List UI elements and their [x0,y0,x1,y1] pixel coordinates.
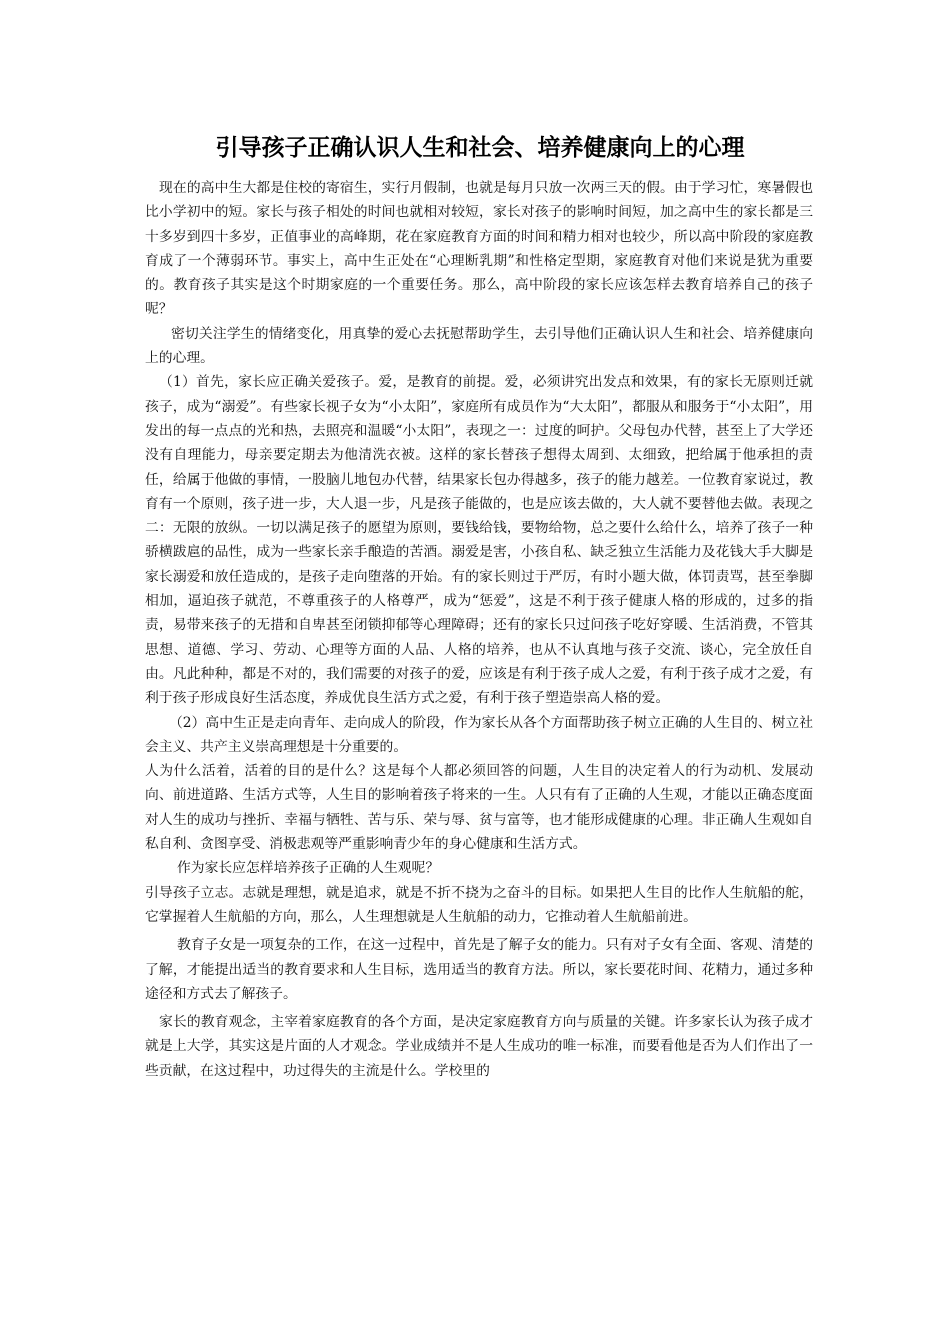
paragraph: 教育子女是一项复杂的工作，在这一过程中，首先是了解子女的能力。只有对子女有全面、客观、清楚的了解，才能提出适当的教育要求和人生目标，选用适当的教育方法。所以，家长要花时间、花精力，通过多种途径和方式去了解孩子。 [145,937,813,1002]
document-title: 引导孩子正确认识人生和社会、培养健康向上的心理 [215,135,745,161]
paragraph: 引导孩子立志。志就是理想，就是追求，就是不折不挠为之奋斗的目标。如果把人生目的比作人生航船的舵，它掌握着人生航船的方向，那么，人生理想就是人生航船的动力，它推动着人生航船前进。 [145,884,813,925]
paragraph: （2）高中生正是走向青年、走向成人的阶段，作为家长从各个方面帮助孩子树立正确的人生目的、树立社会主义、共产主义崇高理想是十分重要的。 [145,714,813,755]
document-body [145,176,813,1083]
paragraph: 现在的高中生大都是住校的寄宿生，实行月假制，也就是每月只放一次两三天的假。由于学习忙，寒暑假也比小学初中的短。家长与孩子相处的时间也就相对较短，家长对孩子的影响时间短，加之高中生的家长都是三十多岁到四十多岁，正值事业的高峰期，花在家庭教育方面的时间和精力相对也较少，所以高中阶段的家庭教育成了一个薄弱环节。事实上，高中生正处在“心理断乳期”和性格定型期，家庭教育对他们来说是犹为重要的。教育孩子其实是这个时期家庭的一个重要任务。那么，高中阶段的家长应该怎样去教育培养自己的孩子呢？ [145,180,813,318]
paragraph: 人为什么活着，活着的目的是什么？这是每个人都必须回答的问题，人生目的决定着人的行为动机、发展动向、前进道路、生活方式等，人生目的影响着孩子将来的一生。人只有有了正确的人生观，才能以正确态度面对人生的成功与挫折、幸福与牺牲、苦与乐、荣与辱、贫与富等，也才能形成健康的心理。非正确人生观如自私自利、贪图享受、消极悲观等严重影响青少年的身心健康和生活方式。 [145,763,813,853]
paragraph: 密切关注学生的情绪变化，用真挚的爱心去抚慰帮助学生，去引导他们正确认识人生和社会、培养健康向上的心理。 [145,325,813,367]
paragraph: 作为家长应怎样培养孩子正确的人生观呢？ [177,860,440,877]
paragraph: （1）首先，家长应正确关爱孩子。爱，是教育的前提。爱，必须讲究出发点和效果，有的家长无原则迁就孩子，成为“溺爱”。有些家长视子女为“小太阳”，家庭所有成员作为“大太阳”，都服从和服务于“小太阳”，用发出的每一点点的光和热，去照亮和温暖“小太阳”，表现之一：过度的呵护。父母包办代替，甚至上了大学还没有自理能力，母亲要定期去为他清洗衣被。这样的家长替孩子想得太周到、太细致，把给属于他承担的责任，给属于他做的事情，一股脑儿地包办代替，结果家长包办得越多，孩子的能力越差。一位教育家说过，教育有一个原则，孩子进一步，大人退一步，凡是孩子能做的，也是应该去做的，大人就不要替他去做。表现之二：无限的放纵。一切以满足孩子的愿望为原则，要钱给钱，要物给物，总之要什么给什么，培养了孩子一种骄横跋扈的品性，成为一些家长亲手酿造的苦酒。溺爱是害，小孩自私、缺乏独立生活能力及花钱大手大脚是家长溺爱和放任造成的，是孩子走向堕落的开始。有的家长则过于严厉，有时小题大做，体罚责骂，甚至拳脚相加，逼迫孩子就范，不尊重孩子的人格尊严，成为“惩爱”，这是不利于孩子健康人格的形成的，过多的指责，易带来孩子的无措和自卑甚至闭锁抑郁等心理障碍；还有的家长只过问孩子吃好穿暖、生活消费，不管其思想、道德、学习、劳动、心理等方面的人品、人格的培养，也从不认真地与孩子交流、谈心，完全放任自由。凡此种种，都是不对的，我们需要的对孩子的爱，应该是有利于孩子成人之爱，有利于孩子成才之爱，有利于孩子形成良好生活态度，养成优良生活方式之爱，有利于孩子塑造崇高人格的爱。 [145,374,813,707]
paragraph: 家长的教育观念，主宰着家庭教育的各个方面，是决定家庭教育方向与质量的关键。许多家长认为孩子成才就是上大学，其实这是片面的人才观念。学业成绩并不是人生成功的唯一标准，而要看他是否为人们作出了一些贡献，在这过程中，功过得失的主流是什么。学校里的 [145,1014,813,1079]
